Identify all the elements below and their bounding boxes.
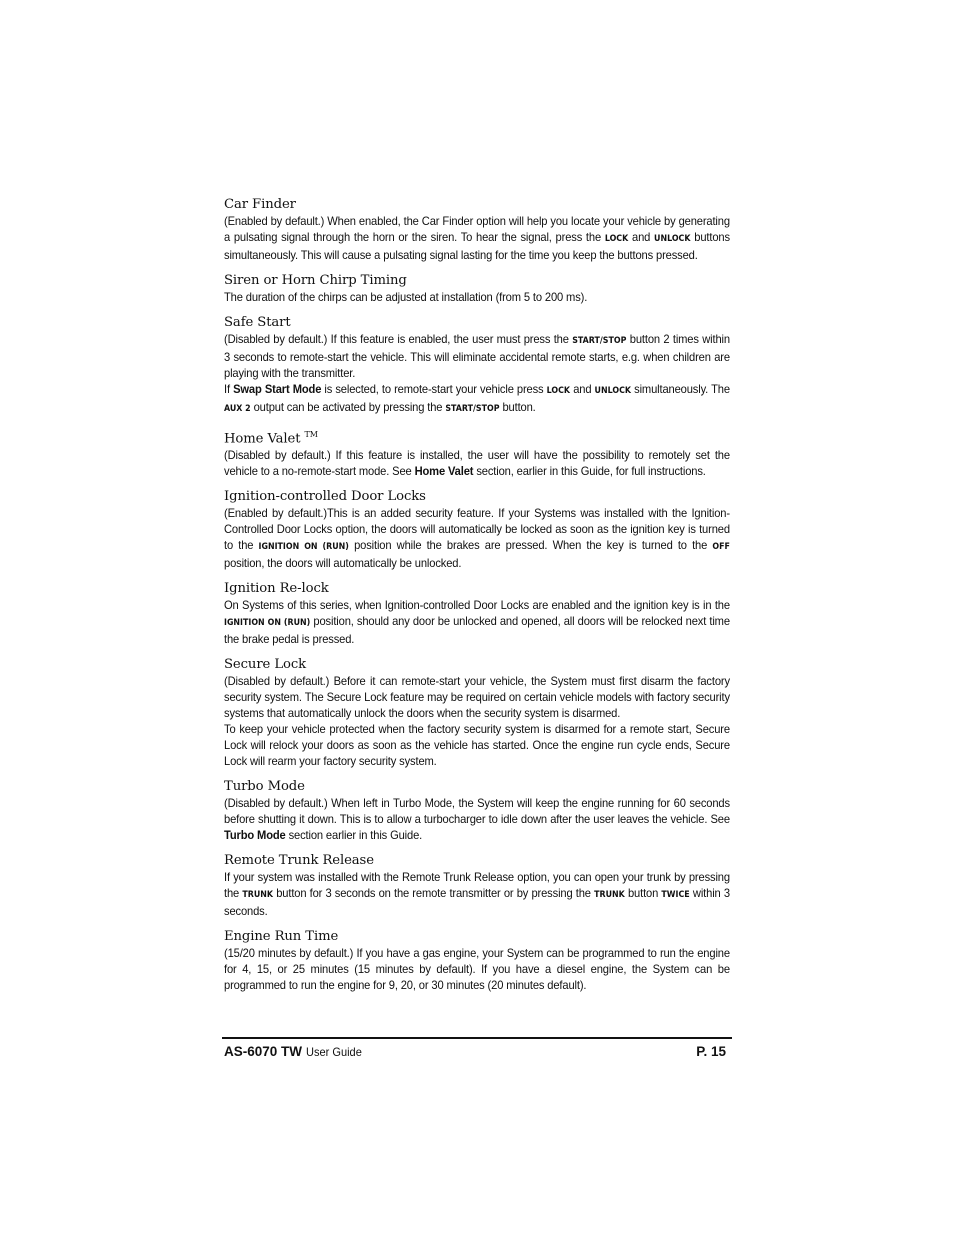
page-content <box>224 196 730 1002</box>
section-siren-or-horn-chirp-timing <box>224 272 730 305</box>
section-heading <box>224 426 730 447</box>
section-heading-text: Remote Trunk Release <box>224 853 374 869</box>
section-home-valet <box>224 426 730 479</box>
text-run: and <box>628 230 655 244</box>
bold-reference: Home Valet <box>414 464 474 479</box>
section-heading <box>224 196 730 213</box>
footer-model: AS-6070 TW <box>224 1044 303 1059</box>
section-paragraph <box>224 289 730 305</box>
section-heading <box>224 314 730 331</box>
text-run: output can be activated by pressing the <box>250 400 446 414</box>
button-name: START/STOP <box>572 336 627 346</box>
text-run: (Disabled by default.) If this feature is enabled, the user must press the <box>224 332 573 346</box>
section-heading-text: Secure Lock <box>224 657 306 673</box>
section-heading <box>224 580 730 597</box>
section-paragraph <box>224 381 730 417</box>
section-remote-trunk-release <box>224 852 730 919</box>
text-run: buttons simultaneously. This will cause a pulsating signal lasting for the time you keep the buttons pressed. <box>224 230 730 262</box>
section-engine-run-time <box>224 928 730 993</box>
text-run: within 3 seconds. <box>224 886 730 919</box>
bold-reference: Swap Start Mode <box>233 382 322 396</box>
section-paragraph <box>224 869 730 919</box>
button-name: IGNITION ON (RUN) <box>258 542 349 553</box>
trademark-mark: TM <box>304 430 318 439</box>
section-paragraph <box>224 505 730 571</box>
section-heading <box>224 852 730 869</box>
section-heading-text: Ignition Re-lock <box>224 581 329 597</box>
section-heading-text: Home Valet <box>224 431 301 447</box>
text-run: button for 3 seconds on the remote transmitter or by pressing the <box>272 886 595 901</box>
section-heading-text: Ignition-controlled Door Locks <box>224 489 426 505</box>
section-heading <box>224 656 730 673</box>
button-name: UNLOCK <box>594 386 632 396</box>
button-name: TRUNK <box>594 890 625 901</box>
section-heading-text: Siren or Horn Chirp Timing <box>224 273 407 288</box>
section-ignition-controlled-door-locks <box>224 488 730 571</box>
text-run: On Systems of this series, when Ignition-controlled Door Locks are enabled and the ignition key is in the <box>224 598 730 613</box>
text-run: simultaneously. The <box>631 382 730 396</box>
text-run: If <box>224 382 234 396</box>
text-run: (Disabled by default.) Before it can remote-start your vehicle, the System must first disarm the factory security system. The Secure Lock feature may be required on certain vehicle models with factory security systems that automatically unlock the doors when the security system is disarmed. <box>224 674 730 721</box>
text-run: position, should any door be unlocked and opened, all doors will be relocked next time the brake pedal is pressed. <box>224 614 730 647</box>
section-heading-text: Car Finder <box>224 197 296 212</box>
button-name: START/STOP <box>445 404 500 414</box>
text-run: position, the doors will automatically be unlocked. <box>224 556 462 571</box>
text-run: is selected, to remote-start your vehicle press <box>321 382 547 396</box>
button-name: TRUNK <box>242 890 273 901</box>
button-name: TWICE <box>661 890 690 901</box>
text-run: and <box>570 382 595 396</box>
text-run: (Enabled by default.) When enabled, the Car Finder option will help you locate your vehicle by generating a pulsating signal through the horn or the siren. To hear the signal, press the <box>224 214 730 244</box>
button-name: UNLOCK <box>654 234 691 244</box>
section-heading-text: Safe Start <box>224 315 291 330</box>
section-safe-start <box>224 314 730 417</box>
text-run: button 2 times within 3 seconds to remote-start the vehicle. This will eliminate accidental remote starts, e.g. when children are playing with the transmitter. <box>224 332 730 380</box>
text-run: button. <box>499 400 536 414</box>
section-heading <box>224 778 730 795</box>
button-name: OFF <box>712 542 730 553</box>
section-paragraph <box>224 945 730 993</box>
bold-reference: Turbo Mode <box>224 828 286 843</box>
text-run: The duration of the chirps can be adjusted at installation (from 5 to 200 ms). <box>224 290 588 304</box>
section-heading <box>224 488 730 505</box>
section-paragraph <box>224 447 730 479</box>
section-heading-text: Engine Run Time <box>224 929 339 945</box>
text-run: position while the brakes are pressed. When the key is turned to the <box>348 538 713 553</box>
text-run: section earlier in this Guide. <box>285 828 423 843</box>
section-heading-text: Turbo Mode <box>224 779 305 795</box>
section-paragraph <box>224 673 730 721</box>
text-run: section, earlier in this Guide, for full instructions. <box>473 464 706 479</box>
section-heading <box>224 928 730 945</box>
section-paragraph <box>224 795 730 843</box>
footer-divider <box>222 1037 732 1039</box>
text-run: (Disabled by default.) When left in Turbo Mode, the System will keep the engine running for 60 seconds before shutting it down. This is to allow a turbocharger to idle down after the user leaves the vehicle. See <box>224 796 730 827</box>
section-paragraph <box>224 721 730 769</box>
button-name: AUX 2 <box>224 404 251 414</box>
section-heading <box>224 272 730 289</box>
footer-guide-label: User Guide <box>305 1045 362 1059</box>
text-run: (15/20 minutes by default.) If you have a gas engine, your System can be programmed to run the engine for 4, 15, or 25 minutes (15 minutes by default). If you have a diesel engine, the System can be programmed to run the engine for 9, 20, or 30 minutes (20 minutes default). <box>224 946 730 993</box>
section-car-finder <box>224 196 730 263</box>
text-run: button <box>624 886 662 901</box>
section-turbo-mode <box>224 778 730 843</box>
text-run: (Enabled by default.)This is an added security feature. If your Systems was installed with the Ignition-Controlled Door Locks option, the doors will automatically be locked as soon as the ignition key is turned to the <box>224 506 730 553</box>
page-number: P. 15 <box>696 1044 726 1059</box>
button-name: LOCK <box>546 386 571 396</box>
button-name: IGNITION ON (RUN) <box>224 618 311 629</box>
text-run: (Disabled by default.) If this feature is installed, the user will have the possibility to remotely set the vehicle to a no-remote-start mode. See <box>224 448 730 479</box>
section-paragraph <box>224 597 730 647</box>
page-footer <box>224 1043 726 1061</box>
section-ignition-re-lock <box>224 580 730 647</box>
section-secure-lock <box>224 656 730 769</box>
text-run: If your system was installed with the Remote Trunk Release option, you can open your trunk by pressing the <box>224 870 730 901</box>
footer-title <box>224 1043 366 1061</box>
section-paragraph <box>224 331 730 381</box>
section-paragraph <box>224 213 730 263</box>
button-name: LOCK <box>604 234 629 244</box>
text-run: To keep your vehicle protected when the factory security system is disarmed for a remote start, Secure Lock will relock your doors as soon as the vehicle has started. Once the engine run cycle ends, Secure Lock will rearm your factory security system. <box>224 722 730 769</box>
